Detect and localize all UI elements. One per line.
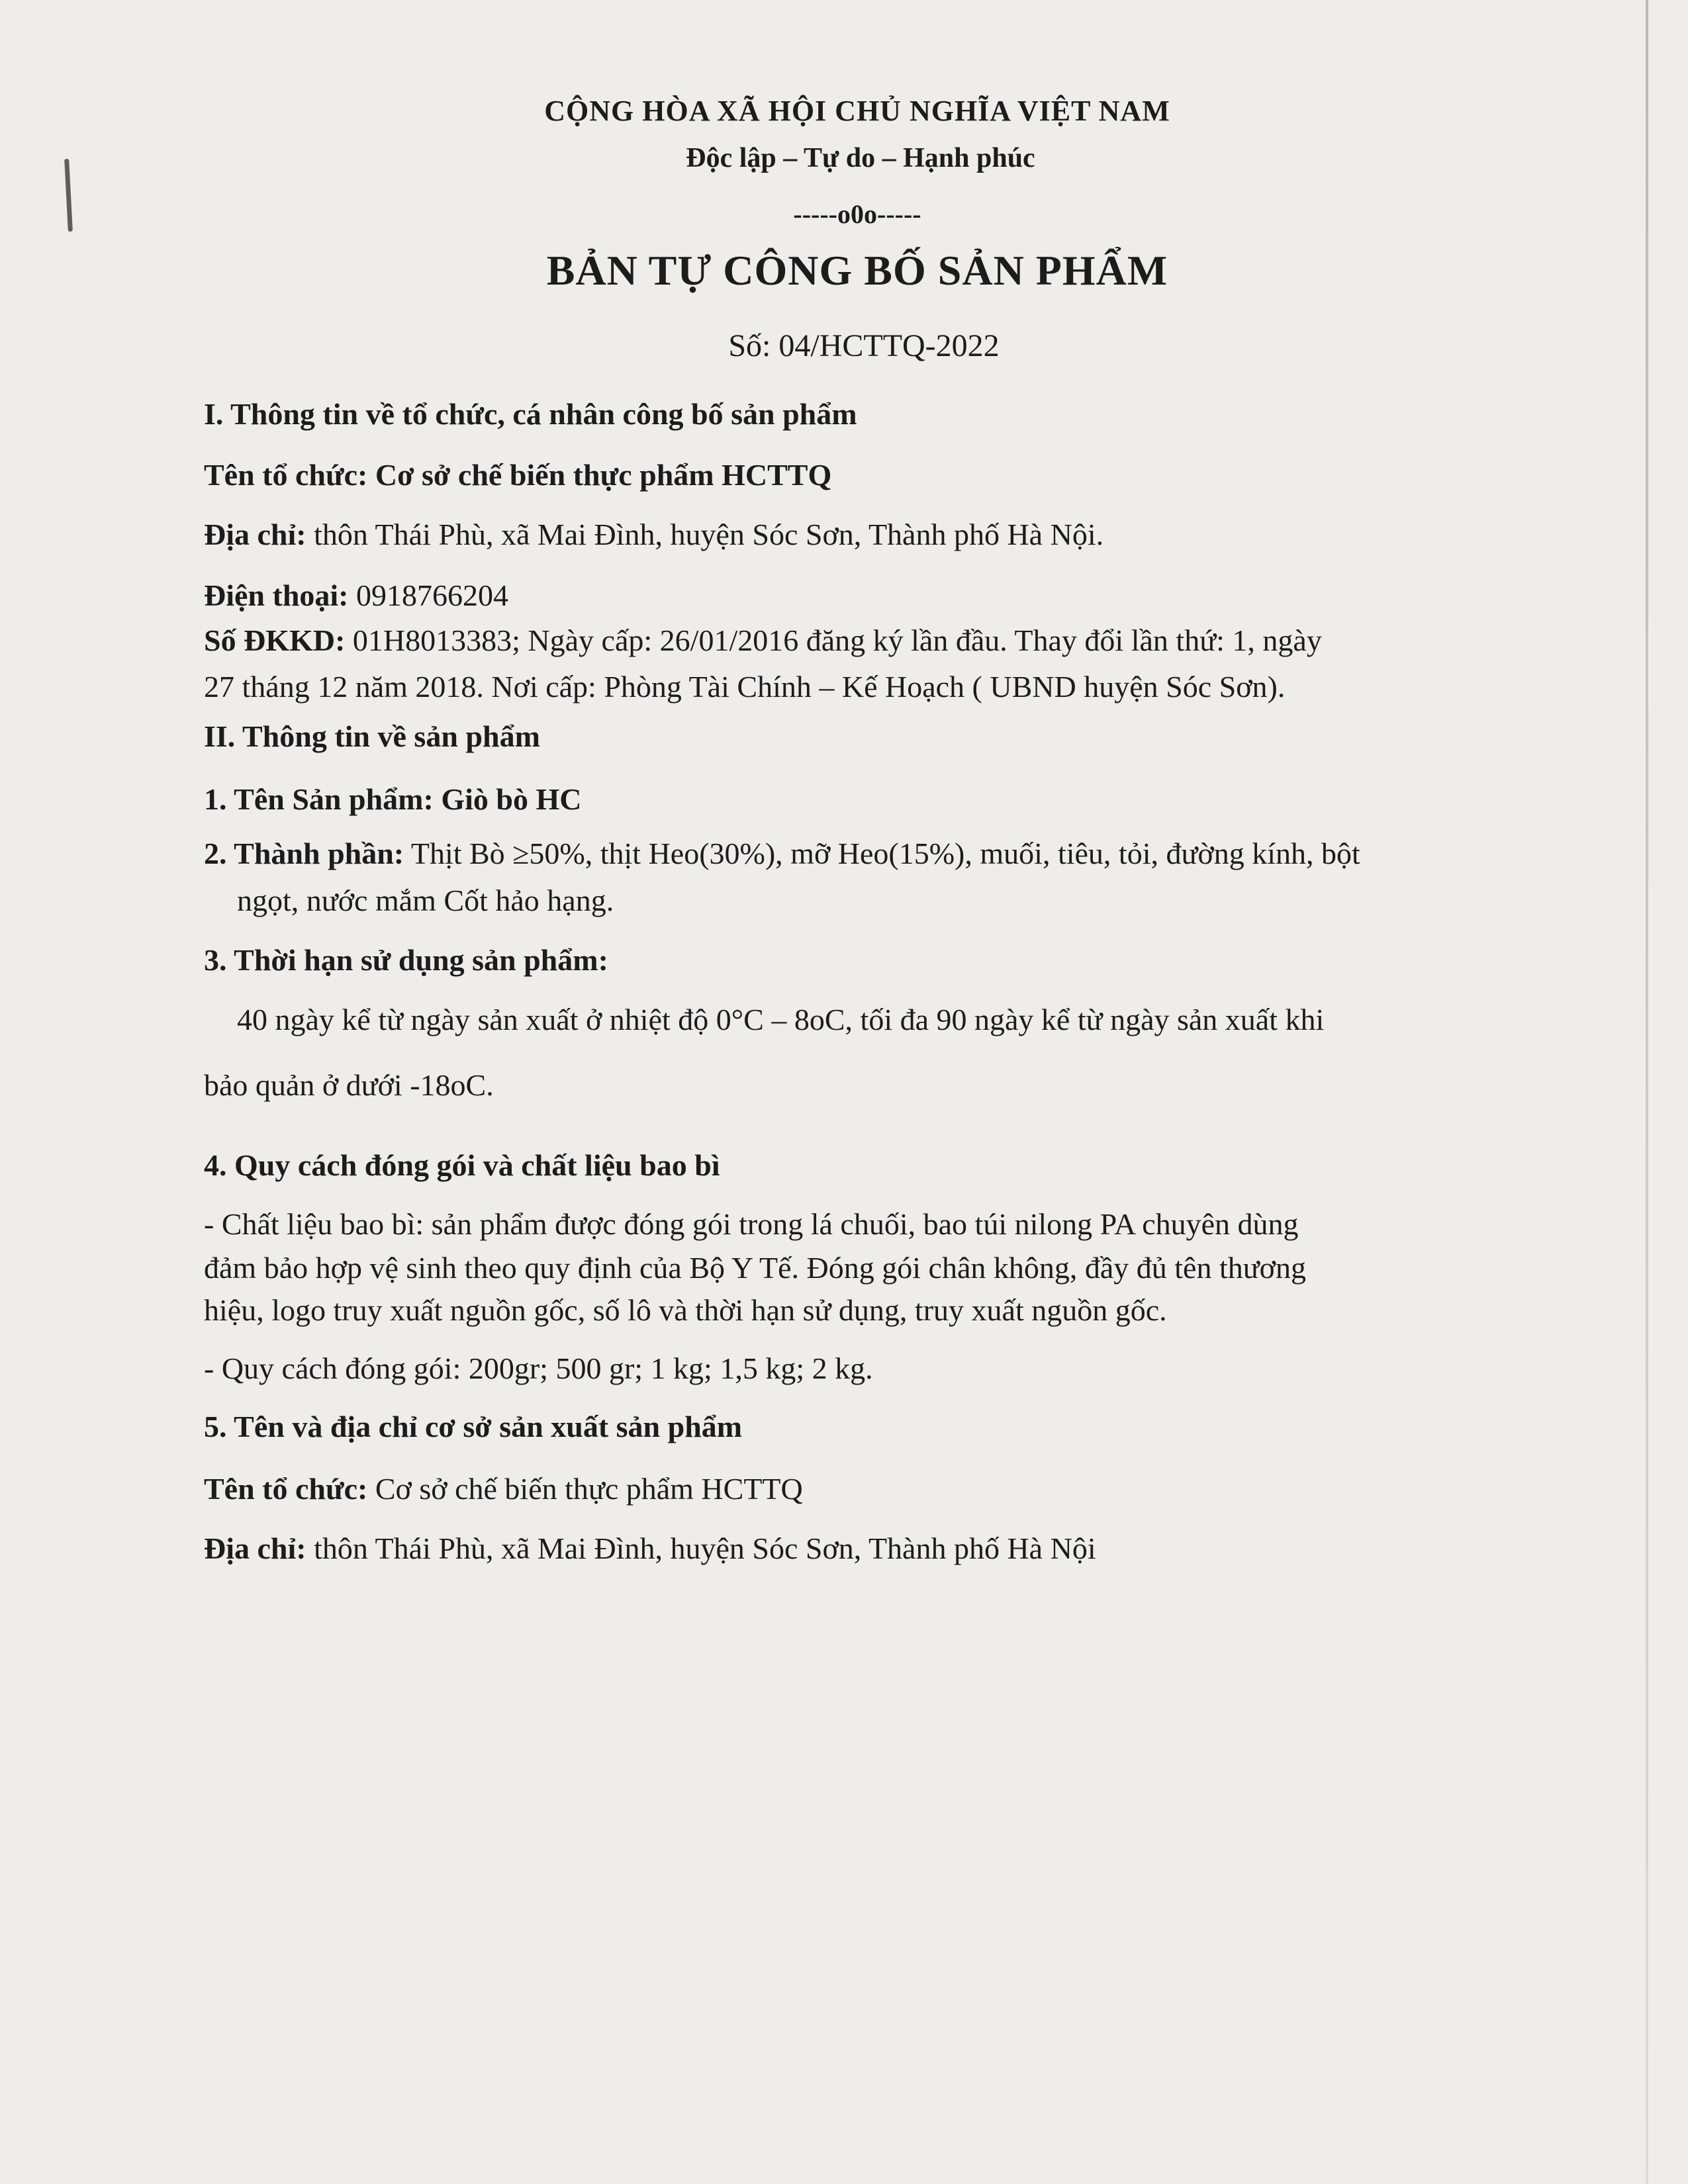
address-line	[204, 516, 1568, 553]
product-name-label: 1. Tên Sản phẩm:	[204, 782, 434, 816]
manufacturer-name-label: Tên tổ chức:	[204, 1472, 368, 1506]
manufacturer-name-value: Cơ sở chế biến thực phẩm HCTTQ	[375, 1472, 803, 1506]
license-label: Số ĐKKD:	[204, 623, 346, 657]
shelf-life-line-1: 40 ngày kể từ ngày sản xuất ở nhiệt độ 0°C – 8oC, tối đa 90 ngày kể từ ngày sản xuất khi	[237, 1003, 1325, 1036]
manufacturer-address-line	[204, 1530, 1568, 1567]
packaging-heading: 4. Quy cách đóng gói và chất liệu bao bì	[204, 1148, 720, 1182]
product-name-line	[204, 781, 1568, 817]
manufacturer-name-line	[204, 1471, 1568, 1507]
document-title: BẢN TỰ CÔNG BỐ SẢN PHẨM	[546, 247, 1168, 294]
ingredients-value-1: Thịt Bò ≥50%, thịt Heo(30%), mỡ Heo(15%), muối, tiêu, tỏi, đường kính, bột	[410, 837, 1360, 870]
address-label: Địa chỉ:	[204, 518, 306, 551]
product-name-value: Giò bò HC	[441, 782, 582, 816]
org-name-line	[204, 457, 1568, 493]
packaging-line-3: hiệu, logo truy xuất nguồn gốc, số lô và thời hạn sử dụng, truy xuất nguồn gốc.	[204, 1293, 1167, 1327]
header-divider: -----o0o-----	[793, 199, 921, 229]
packaging-line-2: đảm bảo hợp vệ sinh theo quy định của Bộ Y Tế. Đóng gói chân không, đầy đủ tên thương	[204, 1251, 1307, 1285]
license-line-1	[204, 622, 1568, 659]
address-value: thôn Thái Phù, xã Mai Đình, huyện Sóc Sơn, Thành phố Hà Nội.	[314, 518, 1104, 551]
document-number: Số: 04/HCTTQ-2022	[728, 328, 1000, 363]
phone-line	[204, 577, 1568, 614]
manufacturer-address-value: thôn Thái Phù, xã Mai Đình, huyện Sóc Sơn, Thành phố Hà Nội	[314, 1531, 1096, 1565]
packaging-spec-line: - Quy cách đóng gói: 200gr; 500 gr; 1 kg; 1,5 kg; 2 kg.	[204, 1351, 873, 1385]
license-line-2: 27 tháng 12 năm 2018. Nơi cấp: Phòng Tài Chính – Kế Hoạch ( UBND huyện Sóc Sơn).	[204, 670, 1286, 704]
national-title: CỘNG HÒA XÃ HỘI CHỦ NGHĨA VIỆT NAM	[544, 95, 1170, 127]
national-motto: Độc lập – Tự do – Hạnh phúc	[686, 143, 1035, 173]
shelf-life-heading: 3. Thời hạn sử dụng sản phẩm:	[204, 943, 608, 977]
ingredients-line-1	[204, 835, 1568, 872]
section1-heading: I. Thông tin về tổ chức, cá nhân công bố sản phẩm	[204, 397, 857, 431]
phone-value: 0918766204	[356, 578, 508, 612]
section2-heading: II. Thông tin về sản phẩm	[204, 719, 540, 753]
phone-label: Điện thoại:	[204, 578, 349, 612]
manufacturer-address-label: Địa chỉ:	[204, 1531, 306, 1565]
org-name-value: Cơ sở chế biến thực phẩm HCTTQ	[375, 458, 832, 492]
ingredients-line-2: ngọt, nước mắm Cốt hảo hạng.	[237, 884, 614, 917]
ingredients-label: 2. Thành phần:	[204, 837, 404, 870]
packaging-line-1: - Chất liệu bao bì: sản phẩm được đóng gói trong lá chuối, bao túi nilong PA chuyên dùng	[204, 1207, 1299, 1241]
shelf-life-line-2: bảo quản ở dưới -18oC.	[204, 1068, 494, 1102]
manufacturer-heading: 5. Tên và địa chỉ cơ sở sản xuất sản phẩm	[204, 1410, 743, 1443]
license-value-1: 01H8013383; Ngày cấp: 26/01/2016 đăng ký lần đầu. Thay đổi lần thứ: 1, ngày	[352, 623, 1322, 657]
org-name-label: Tên tổ chức:	[204, 458, 368, 492]
